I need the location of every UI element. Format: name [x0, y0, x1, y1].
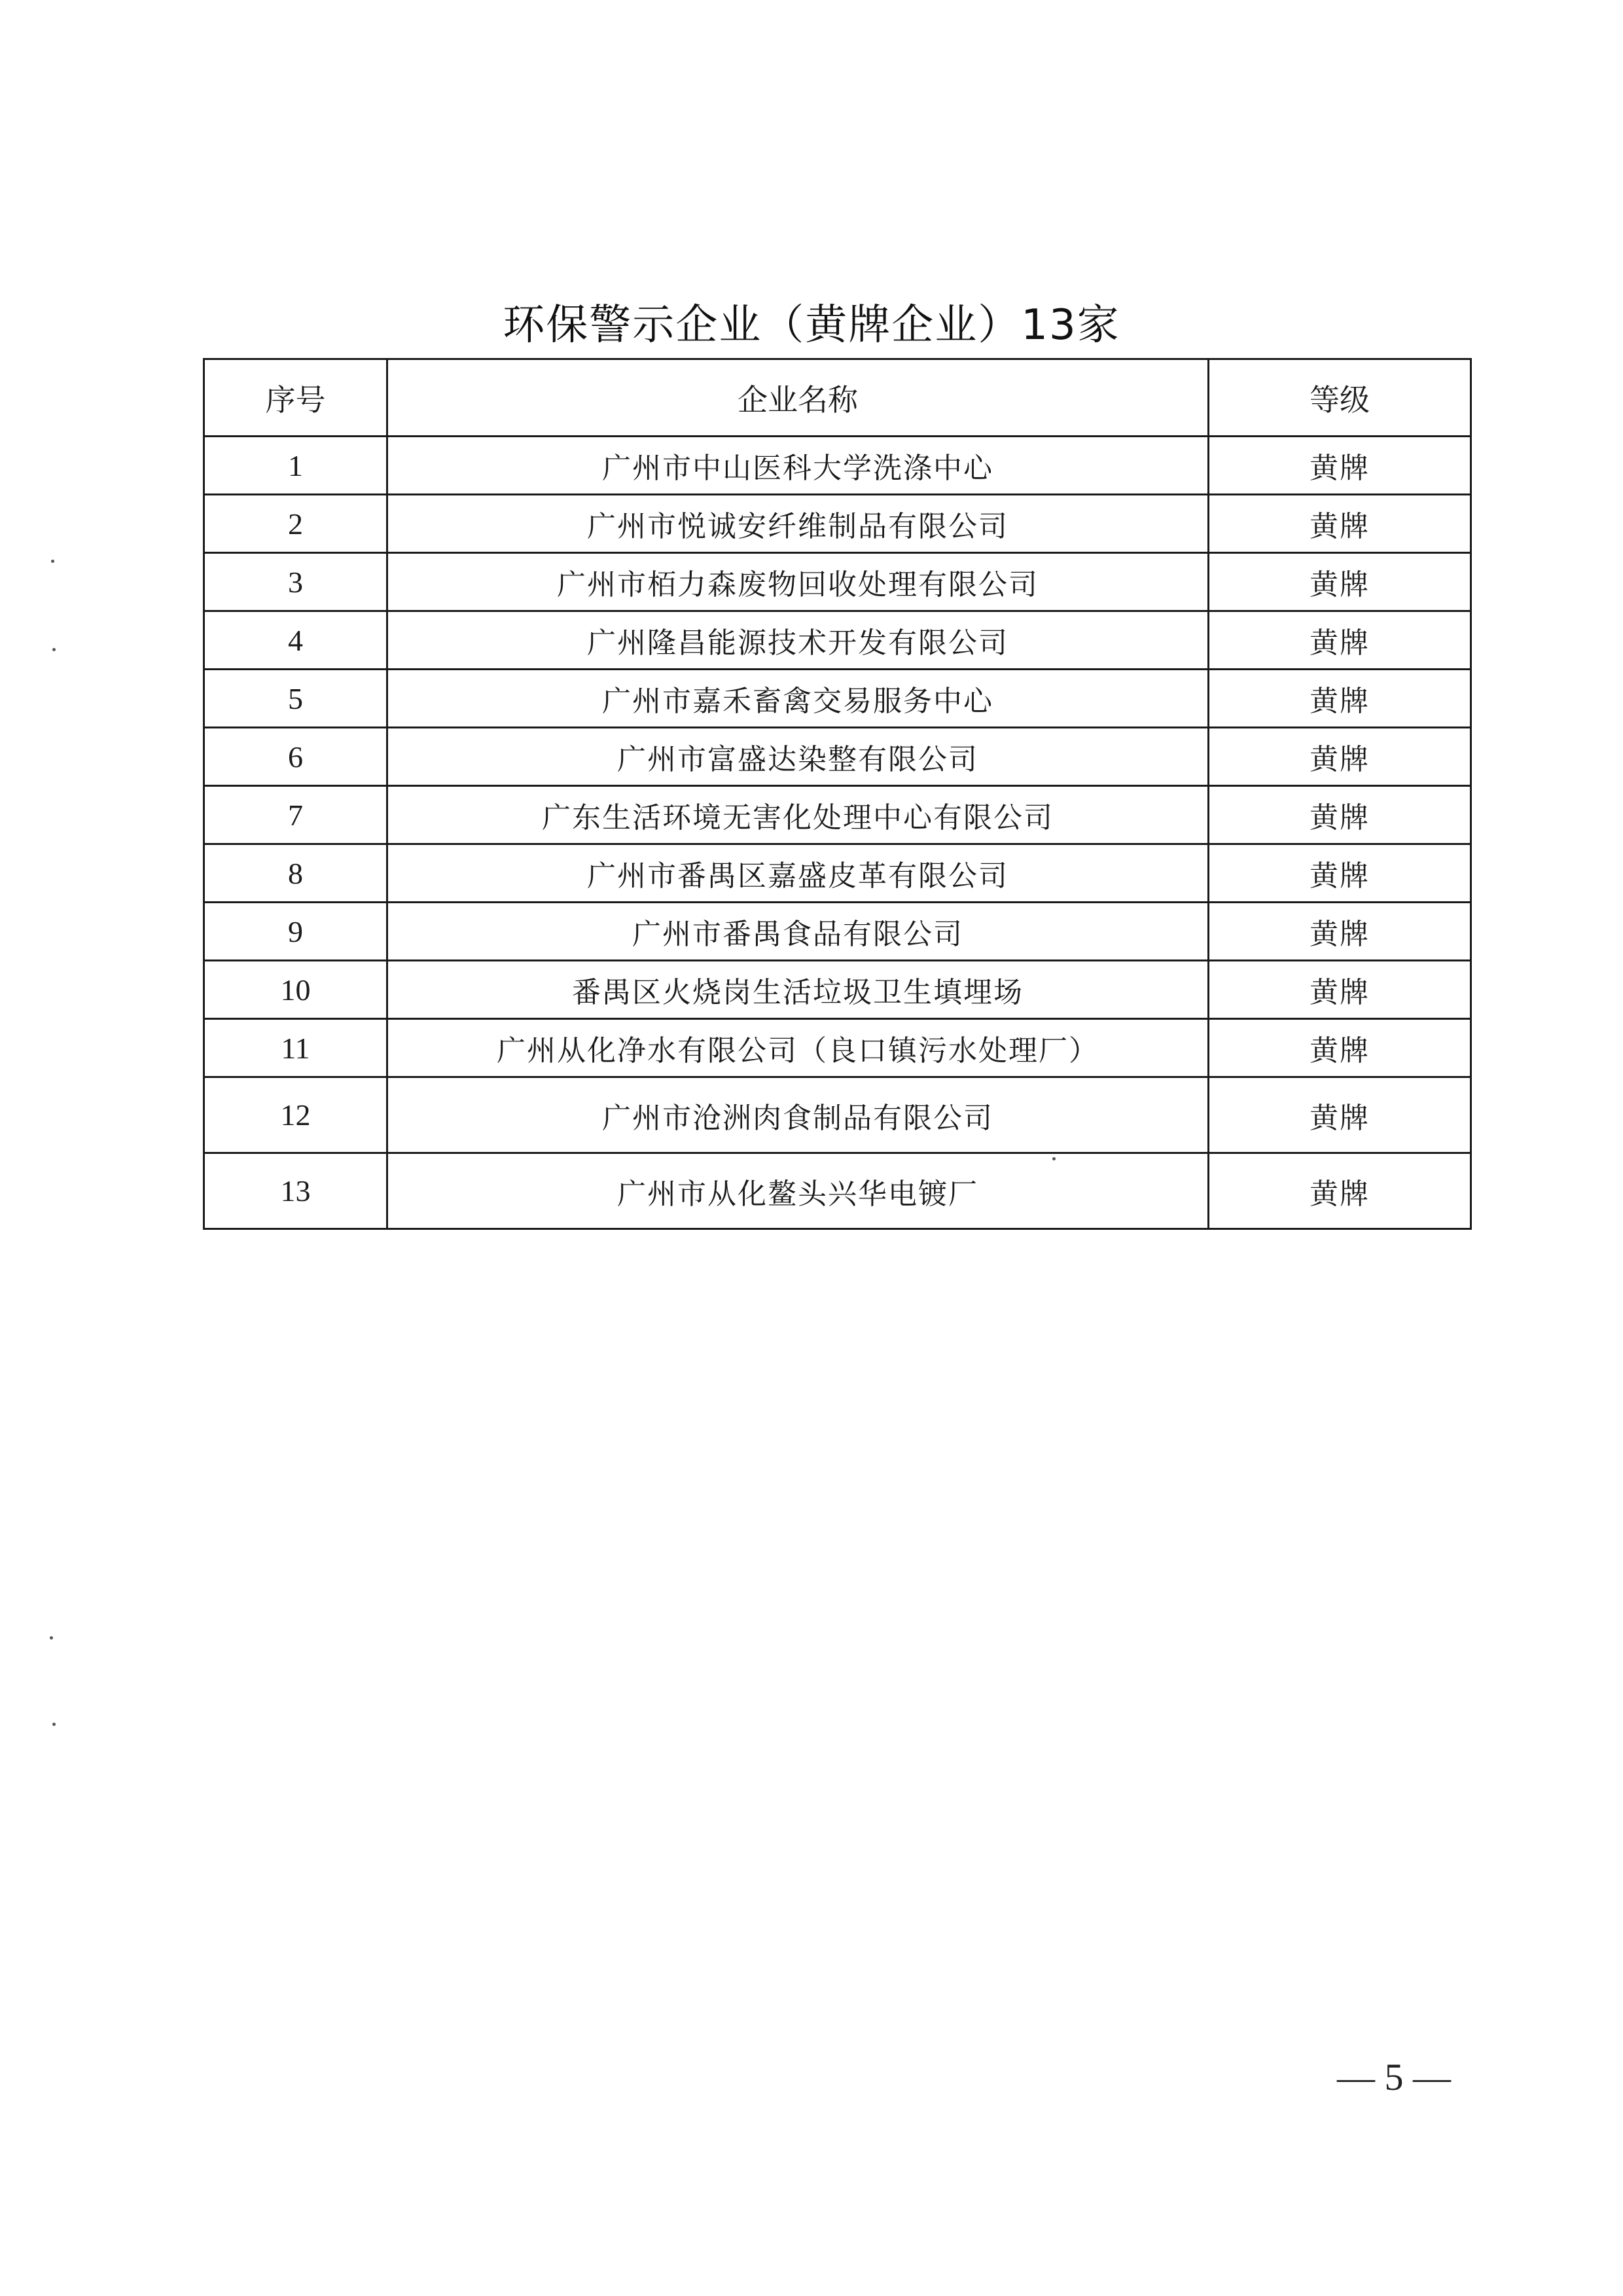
row-level: 黄牌 — [1209, 1019, 1471, 1077]
table-row — [204, 1019, 1471, 1077]
row-name: 广州从化净水有限公司（良口镇污水处理厂） — [387, 1019, 1209, 1077]
table-row — [204, 1077, 1471, 1153]
row-name: 广东生活环境无害化处理中心有限公司 — [387, 786, 1209, 844]
row-seq: 4 — [204, 611, 387, 670]
row-name: 广州市中山医科大学洗涤中心 — [387, 437, 1209, 495]
row-seq: 3 — [204, 553, 387, 611]
table-row — [204, 553, 1471, 611]
row-level: 黄牌 — [1209, 611, 1471, 670]
row-name: 番禺区火烧岗生活垃圾卫生填埋场 — [387, 961, 1209, 1019]
table-row — [204, 670, 1471, 728]
row-level: 黄牌 — [1209, 844, 1471, 903]
table-header-row — [204, 359, 1471, 437]
scan-speck — [52, 648, 56, 651]
row-name: 广州隆昌能源技术开发有限公司 — [387, 611, 1209, 670]
row-level: 黄牌 — [1209, 495, 1471, 553]
page-title: 环保警示企业（黄牌企业）13家 — [503, 301, 1120, 350]
table-row — [204, 728, 1471, 786]
row-seq: 7 — [204, 786, 387, 844]
row-name: 广州市富盛达染整有限公司 — [387, 728, 1209, 786]
table-row — [204, 495, 1471, 553]
row-level: 黄牌 — [1209, 553, 1471, 611]
row-seq: 1 — [204, 437, 387, 495]
row-level: 黄牌 — [1209, 961, 1471, 1019]
row-name: 广州市从化鳌头兴华电镀厂 — [387, 1153, 1209, 1229]
table-row — [204, 786, 1471, 844]
row-level: 黄牌 — [1209, 437, 1471, 495]
row-seq: 12 — [204, 1077, 387, 1153]
row-level: 黄牌 — [1209, 1153, 1471, 1229]
table-row — [204, 844, 1471, 903]
row-seq: 8 — [204, 844, 387, 903]
row-name: 广州市栢力森废物回收处理有限公司 — [387, 553, 1209, 611]
row-level: 黄牌 — [1209, 728, 1471, 786]
row-seq: 5 — [204, 670, 387, 728]
table-row — [204, 961, 1471, 1019]
header-seq: 序号 — [204, 359, 387, 437]
row-level: 黄牌 — [1209, 670, 1471, 728]
row-seq: 10 — [204, 961, 387, 1019]
table-row — [204, 611, 1471, 670]
row-name: 广州市悦诚安纤维制品有限公司 — [387, 495, 1209, 553]
row-name: 广州市嘉禾畜禽交易服务中心 — [387, 670, 1209, 728]
table-row — [204, 1153, 1471, 1229]
table-row — [204, 903, 1471, 961]
row-level: 黄牌 — [1209, 1077, 1471, 1153]
row-seq: 13 — [204, 1153, 387, 1229]
header-level: 等级 — [1209, 359, 1471, 437]
scan-speck — [52, 1723, 56, 1726]
scan-speck — [1052, 1157, 1056, 1160]
scan-speck — [51, 560, 54, 563]
table-row — [204, 437, 1471, 495]
row-name: 广州市番禺区嘉盛皮革有限公司 — [387, 844, 1209, 903]
row-name: 广州市番禺食品有限公司 — [387, 903, 1209, 961]
scan-speck — [50, 1636, 53, 1640]
row-seq: 2 — [204, 495, 387, 553]
enterprise-table — [203, 358, 1472, 1230]
row-seq: 9 — [204, 903, 387, 961]
row-name: 广州市沧洲肉食制品有限公司 — [387, 1077, 1209, 1153]
row-level: 黄牌 — [1209, 786, 1471, 844]
row-seq: 6 — [204, 728, 387, 786]
header-name: 企业名称 — [387, 359, 1209, 437]
page-number: — 5 — — [1337, 2056, 1451, 2098]
row-level: 黄牌 — [1209, 903, 1471, 961]
row-seq: 11 — [204, 1019, 387, 1077]
